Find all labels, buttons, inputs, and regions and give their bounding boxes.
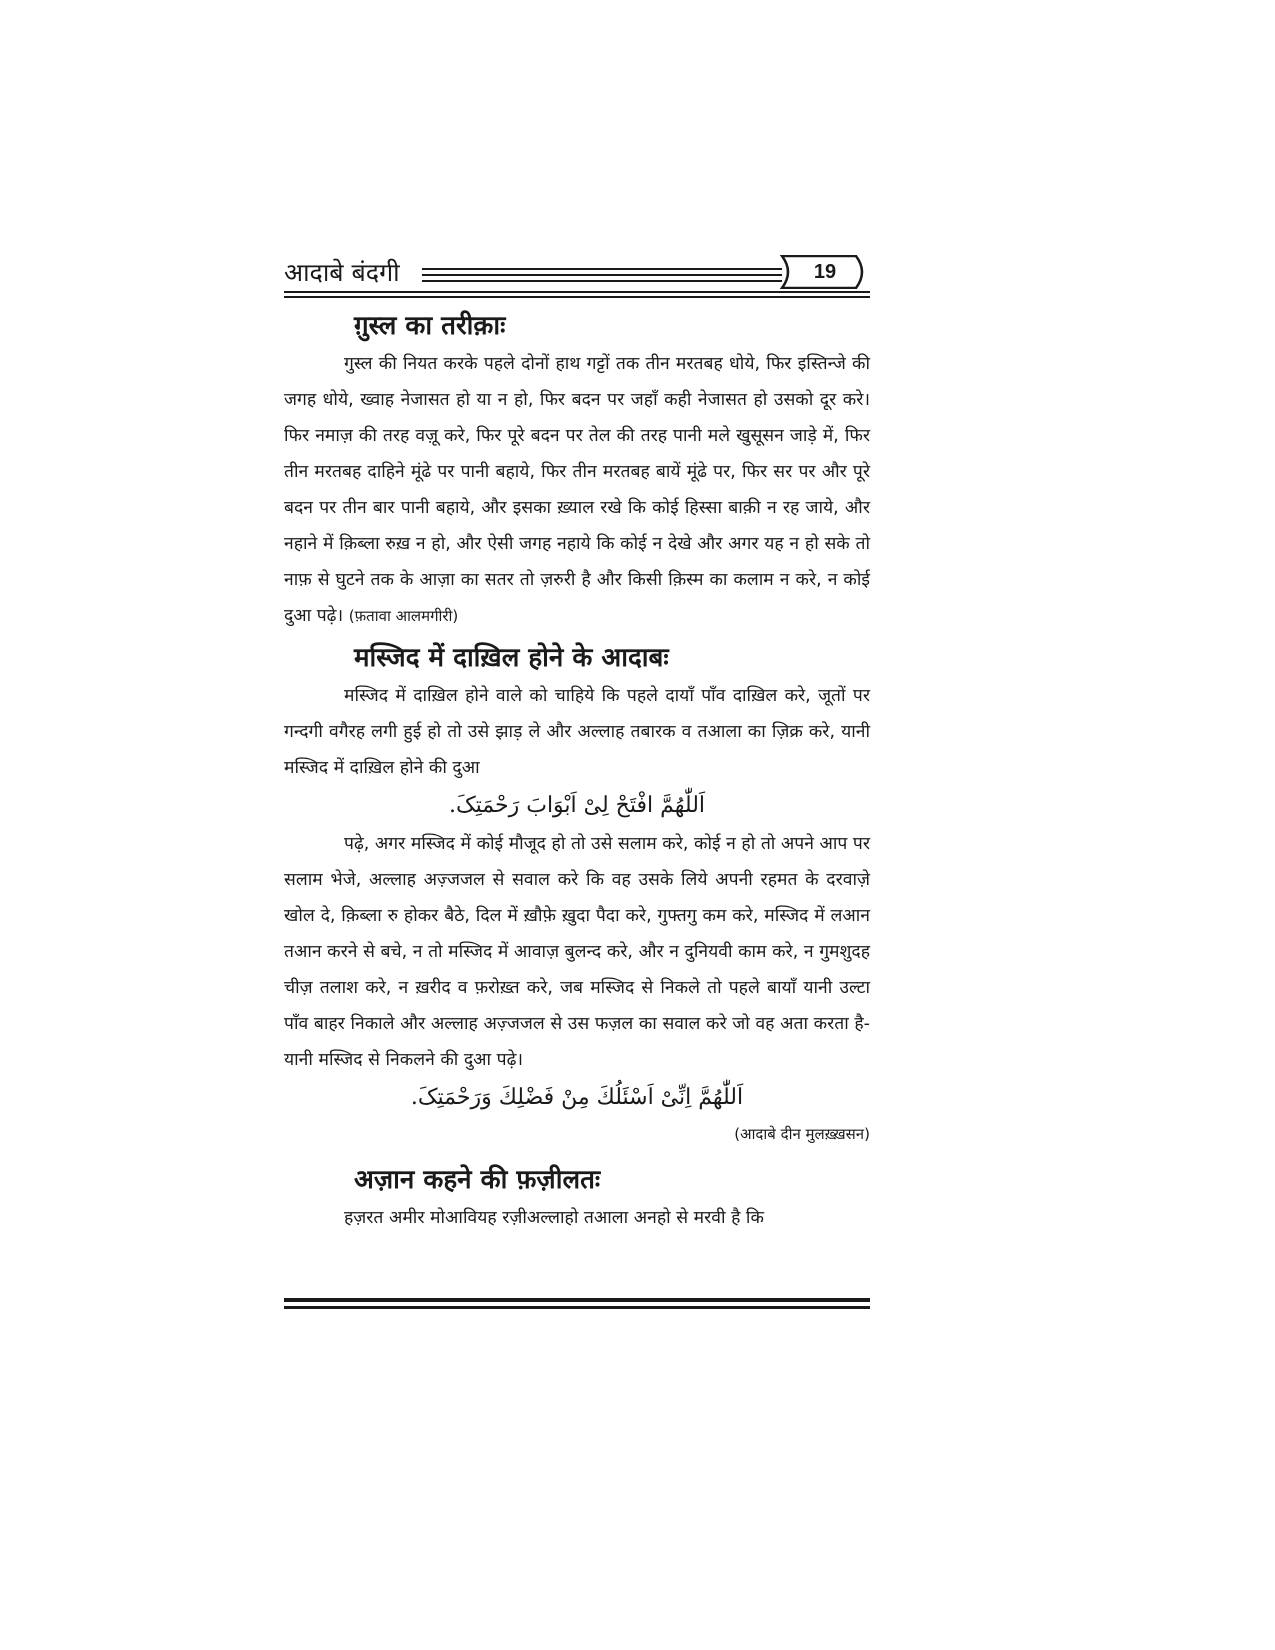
page-header — [284, 254, 870, 298]
section-heading-masjid: मस्जिद में दाख़िल होने के आदाबः — [354, 643, 669, 673]
paragraph-masjid-etiquette: पढ़े, अगर मस्जिद में कोई मौजूद हो तो उसे सलाम करे, कोई न हो तो अपने आप पर सलाम भेजे, अल्लाह अज़्जजल से सवाल करे कि वह उसके लिये अपनी रहमत के दरवाज़े खोल दे, क़िब्ला रु होकर बैठे, दिल में ख़ौफ़े ख़ुदा पैदा करे, गुफ्तगु कम करे, मस्जिद में लआन तआन करने से बचे, न तो मस्जिद में आवाज़ बुलन्द करे, और न दुनियवी काम करे, न गुमशुदह चीज़ तलाश करे, न ख़रीद व फ़रोख़्त करे, जब मस्जिद से निकले तो पहले बायाँ यानी उल्टा पाँव बाहर निकाले और अल्लाह अज़्जजल से उस फज़ल का सवाल करे जो वह अता करता है- यानी मस्जिद से निकलने की दुआ पढ़े। — [284, 834, 870, 1070]
paragraph-masjid-entry: मस्जिद में दाख़िल होने वाले को चाहिये कि पहले दायाँ पाँव दाख़िल करे, जूतों पर गन्दगी वगैरह लगी हुई हो तो उसे झाड़ ले और अल्लाह तबारक व तआला का ज़िक्र करे, यानी मस्जिद में दाख़िल होने की दुआ — [284, 686, 870, 778]
section-heading-azan: अज़ान कहने की फ़ज़ीलतः — [354, 1165, 601, 1195]
book-title: आदाबे बंदगी — [284, 258, 400, 287]
header-underline — [284, 291, 870, 293]
paragraph-azan: हज़रत अमीर मोआवियह रज़ीअल्लाहो तआला अनहो से मरवी है कि — [344, 1208, 764, 1228]
source-citation-fatawa: (फ़तावा आलमगीरी) — [348, 607, 459, 625]
arabic-dua-entry: اَللّٰھُمَّ افْتَحْ لِیْ اَبْوَابَ رَحْمَتِکَ. — [448, 793, 706, 818]
page-content — [284, 254, 870, 1236]
header-rule-lines — [422, 268, 782, 284]
arabic-dua-exit: اَللّٰھُمَّ اِنِّیْ اَسْئَلُكَ مِنْ فَضْلِكَ وَرَحْمَتِکَ. — [410, 1085, 744, 1110]
page-number: 19 — [813, 261, 837, 283]
header-underline-second — [284, 296, 870, 298]
source-citation-aadabe-deen: (आदाबे दीन मुलख़्ख़सन) — [734, 1125, 870, 1143]
page-number-badge — [780, 255, 870, 289]
footer-rule-lines — [284, 1298, 870, 1312]
section-heading-ghusl: ग़ुस्ल का तरीक़ाः — [354, 311, 506, 341]
paragraph-ghusl: गुस्ल की नियत करके पहले दोनों हाथ गट्टों तक तीन मरतबह धोये, फिर इस्तिन्जे की जगह धोये, ख्वाह नेजासत हो या न हो, फिर बदन पर जहाँ कही नेजासत हो उसको दूर करे। फिर नमाज़ की तरह वज़ू करे, फिर पूरे बदन पर तेल की तरह पानी मले खुसूसन जाड़े में, फिर तीन मरतबह दाहिने मूंढे पर पानी बहाये, फिर तीन मरतबह बायें मूंढे पर, फिर सर पर और पूरे बदन पर तीन बार पानी बहाये, और इसका ख़्याल रखे कि कोई हिस्सा बाक़ी न रह जाये, और नहाने में क़िब्ला रुख़ न हो, और ऐसी जगह नहाये कि कोई न देखे और अगर यह न हो सके तो नाफ़ से घुटने तक के आज़ा का सतर तो ज़रुरी है और किसी क़िस्म का कलाम न करे, न कोई दुआ पढ़े। (फ़तावा आलमगीरी) — [284, 354, 870, 626]
